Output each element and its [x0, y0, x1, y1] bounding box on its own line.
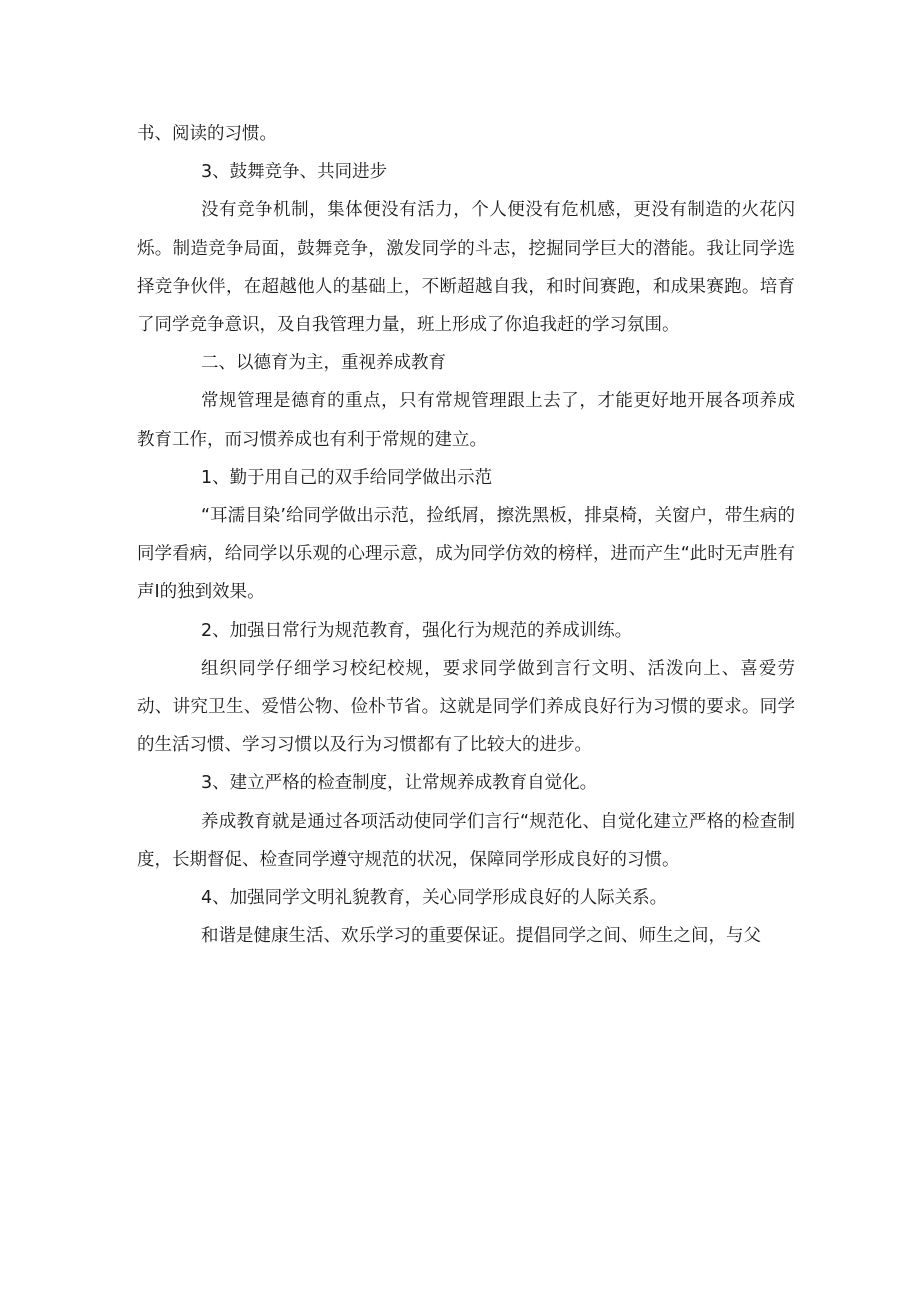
paragraph-continuation: 书、阅读的习惯。: [137, 124, 277, 144]
paragraph-competition: 没有竞争机制，集体便没有活力，个人便没有危机感，更没有制造的火花闪烁。制造竞争局面，鼓舞竞争，激发同学的斗志，挖掘同学巨大的潜能。我让同学选择竞争伙伴，在超越他人的基础上，不断超越自我，和时间赛跑，和成果赛跑。培育了同学竞争意识，及自我管理力量，班上形成了你追我赶的学习氛围。: [137, 200, 795, 336]
section-heading-inspection-system: 3、建立严格的检查制度，让常规养成教育自觉化。: [201, 773, 598, 794]
paragraph-example: “耳濡目染’给同学做出示范，捡纸屑，擦洗黑板，排桌椅，关窗户，带生病的同学看病，给同学以乐观的心理示意，成为同学仿效的榜样，进而产生“此时无声胜有声I的独到效果。: [137, 506, 795, 603]
section-heading-moral-education: 二、以德育为主，重视养成教育: [201, 353, 446, 374]
section-heading-behavior-norms: 2、加强日常行为规范教育，强化行为规范的养成训练。: [201, 620, 633, 641]
section-heading-set-example: 1、勤于用自己的双手给同学做出示范: [201, 467, 493, 488]
document-body: [137, 115, 795, 955]
paragraph-harmony: 和谐是健康生活、欢乐学习的重要保证。提倡同学之间、师生之间，与父: [201, 926, 761, 947]
paragraph-routine-management: 常规管理是德育的重点，只有常规管理跟上去了，才能更好地开展各项养成教育工作，而习惯养成也有利于常规的建立。: [137, 391, 795, 450]
section-heading-courtesy-education: 4、加强同学文明礼貌教育，关心同学形成良好的人际关系。: [201, 888, 668, 909]
paragraph-inspection: 养成教育就是通过各项活动使同学们言行“规范化、自觉化建立严格的检查制度，长期督促、检查同学遵守规范的状况，保障同学形成良好的习惯。: [137, 811, 795, 870]
paragraph-behavior-norms: 组织同学仔细学习校纪校规，要求同学做到言行文明、活泼向上、喜爱劳动、讲究卫生、爱惜公物、俭朴节省。这就是同学们养成良好行为习惯的要求。同学的生活习惯、学习习惯以及行为习惯都有了比较大的进步。: [137, 658, 795, 756]
section-heading-encourage-competition: 3、鼓舞竞争、共同进步: [201, 162, 388, 183]
